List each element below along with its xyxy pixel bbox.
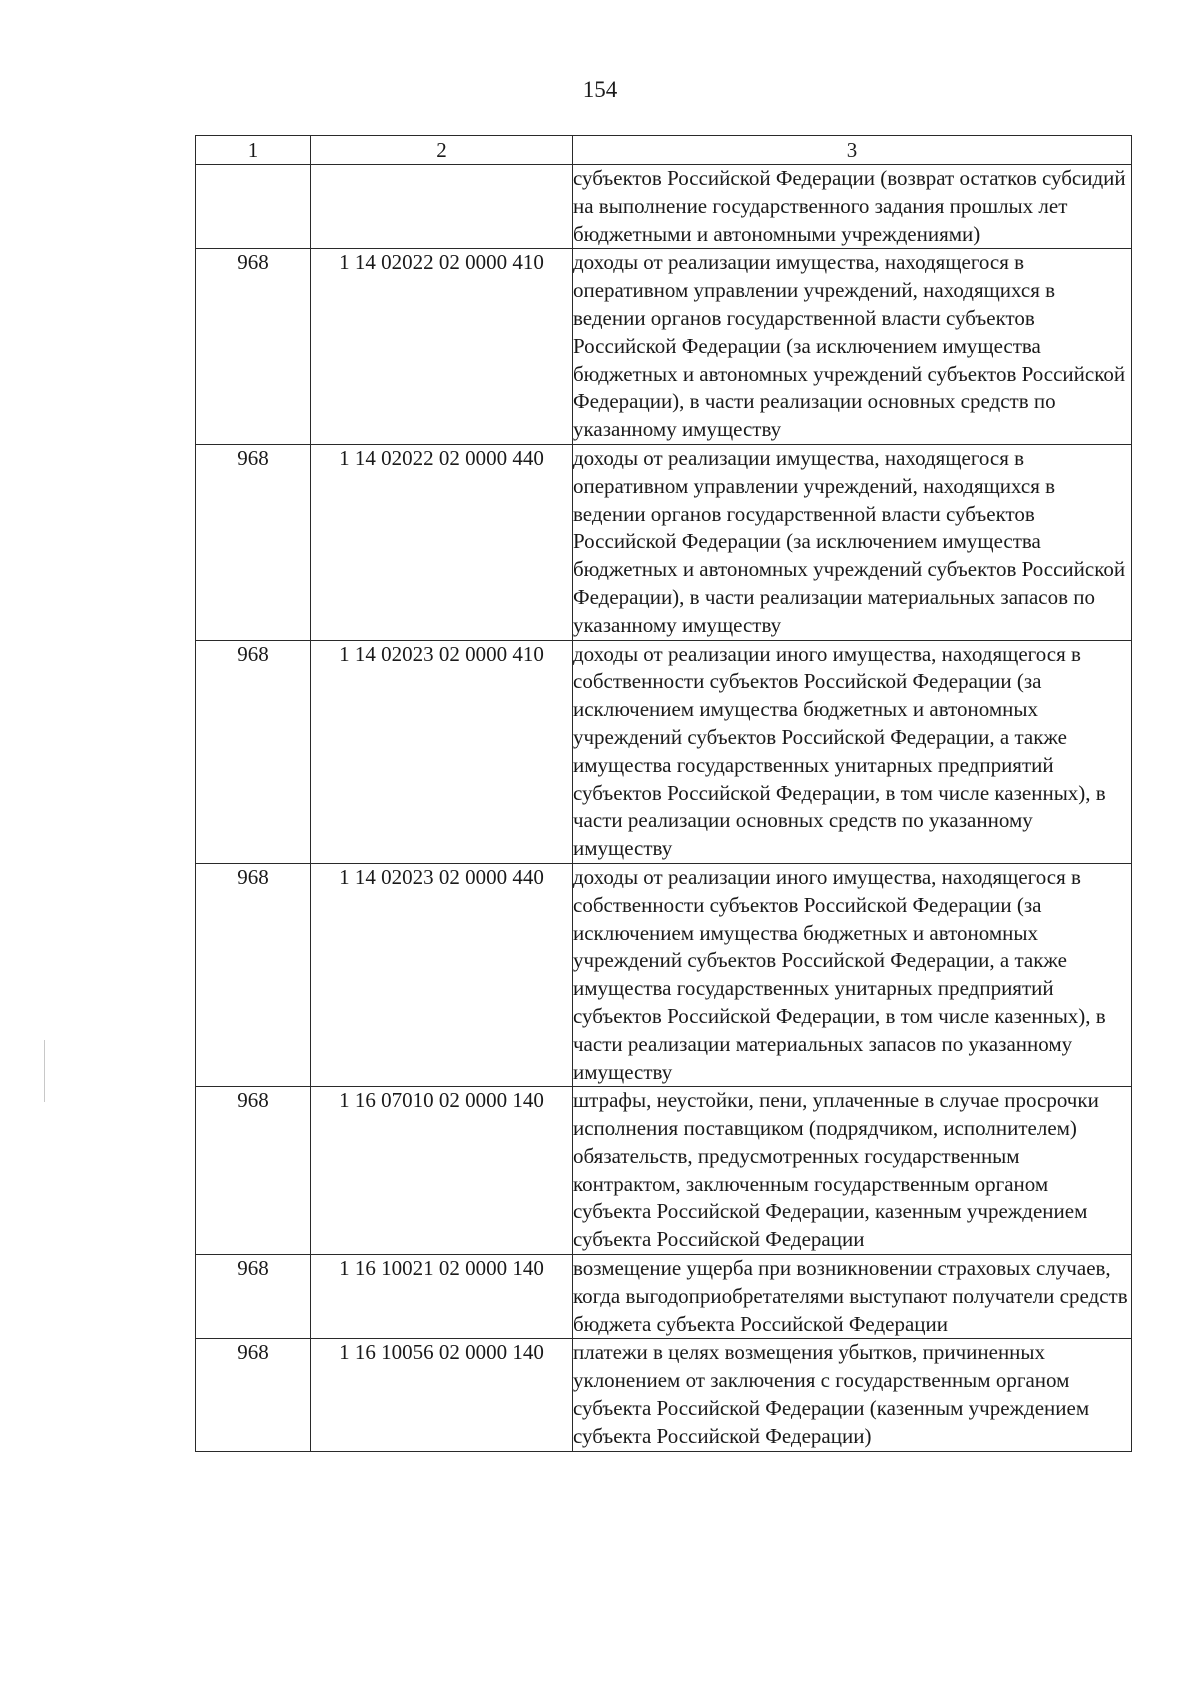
column-header-2: 2 xyxy=(311,136,573,165)
table-row xyxy=(196,1339,1132,1451)
revenue-code-cell: 1 14 02022 02 0000 440 xyxy=(311,444,573,640)
admin-code-cell: 968 xyxy=(196,249,311,445)
admin-code-cell: 968 xyxy=(196,640,311,863)
revenue-code-cell: 1 14 02023 02 0000 440 xyxy=(311,863,573,1086)
admin-code-cell: 968 xyxy=(196,1087,311,1255)
scan-artifact-line xyxy=(44,1040,45,1102)
description-cell: платежи в целях возмещения убытков, причиненных уклонением от заключения с государственным органом субъекта Российской Федерации (казенным учреждением субъекта Российской Федерации) xyxy=(573,1339,1132,1451)
description-cell: штрафы, неустойки, пени, уплаченные в случае просрочки исполнения поставщиком (подрядчиком, исполнителем) обязательств, предусмотренных государственным контрактом, заключенным государственным органом субъекта Российской Федерации, казенным учреждением субъекта Российской Федерации xyxy=(573,1087,1132,1255)
table-row xyxy=(196,444,1132,640)
description-cell: субъектов Российской Федерации (возврат остатков субсидий на выполнение государственного задания прошлых лет бюджетными и автономными учреждениями) xyxy=(573,165,1132,249)
table-header-row xyxy=(196,136,1132,165)
table-row xyxy=(196,640,1132,863)
description-cell: доходы от реализации имущества, находящегося в оперативном управлении учреждений, находящихся в ведении органов государственной власти субъектов Российской Федерации (за исключением имущества бюджетных и автономных учреждений субъектов Российской Федерации), в части реализации основных средств по указанному имуществу xyxy=(573,249,1132,445)
column-header-3: 3 xyxy=(573,136,1132,165)
admin-code-cell: 968 xyxy=(196,1339,311,1451)
revenue-code-cell: 1 16 07010 02 0000 140 xyxy=(311,1087,573,1255)
revenue-code-cell: 1 16 10056 02 0000 140 xyxy=(311,1339,573,1451)
revenue-code-cell: 1 14 02022 02 0000 410 xyxy=(311,249,573,445)
table-row xyxy=(196,863,1132,1086)
table-row xyxy=(196,165,1132,249)
column-header-1: 1 xyxy=(196,136,311,165)
admin-code-cell: 968 xyxy=(196,1255,311,1339)
revenue-code-cell: 1 14 02023 02 0000 410 xyxy=(311,640,573,863)
revenue-code-cell: 1 16 10021 02 0000 140 xyxy=(311,1255,573,1339)
admin-code-cell: 968 xyxy=(196,863,311,1086)
page-number: 154 xyxy=(582,77,618,102)
admin-code-cell xyxy=(196,165,311,249)
description-cell: доходы от реализации имущества, находящегося в оперативном управлении учреждений, находящихся в ведении органов государственной власти субъектов Российской Федерации (за исключением имущества бюджетных и автономных учреждений субъектов Российской Федерации), в части реализации материальных запасов по указанному имуществу xyxy=(573,444,1132,640)
revenue-codes-table xyxy=(195,135,1132,1452)
description-cell: доходы от реализации иного имущества, находящегося в собственности субъектов Российской Федерации (за исключением имущества бюджетных и автономных учреждений субъектов Российской Федерации, а также имущества государственных унитарных предприятий субъектов Российской Федерации, в том числе казенных), в части реализации основных средств по указанному имуществу xyxy=(573,640,1132,863)
description-cell: возмещение ущерба при возникновении страховых случаев, когда выгодоприобретателями выступают получатели средств бюджета субъекта Российской Федерации xyxy=(573,1255,1132,1339)
revenue-code-cell xyxy=(311,165,573,249)
description-cell: доходы от реализации иного имущества, находящегося в собственности субъектов Российской Федерации (за исключением имущества бюджетных и автономных учреждений субъектов Российской Федерации, а также имущества государственных унитарных предприятий субъектов Российской Федерации, в том числе казенных), в части реализации материальных запасов по указанному имуществу xyxy=(573,863,1132,1086)
table-row xyxy=(196,1255,1132,1339)
admin-code-cell: 968 xyxy=(196,444,311,640)
table-row xyxy=(196,1087,1132,1255)
table-row xyxy=(196,249,1132,445)
